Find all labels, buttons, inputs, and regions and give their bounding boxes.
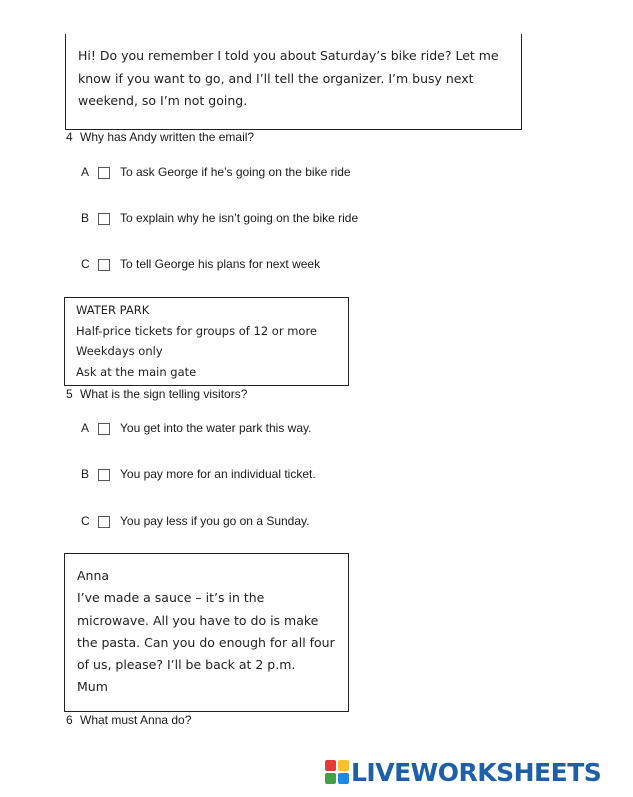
- q4-option-b-checkbox[interactable]: [98, 213, 110, 225]
- question-text: What must Anna do?: [80, 713, 192, 727]
- question-number: 6: [66, 713, 73, 727]
- q4-option-c-checkbox[interactable]: [98, 259, 110, 271]
- option-letter: B: [81, 211, 90, 225]
- q4-option-a-checkbox[interactable]: [98, 167, 110, 179]
- option-text: You pay more for an individual ticket.: [120, 467, 316, 481]
- question-4: [66, 130, 254, 144]
- email-text-box: [65, 34, 522, 130]
- sign-line: Ask at the main gate: [76, 364, 197, 379]
- option-letter: B: [81, 467, 90, 481]
- note-text-box: [64, 553, 349, 712]
- question-number: 5: [66, 387, 73, 401]
- liveworksheets-logo[interactable]: [325, 757, 601, 787]
- option-text: To tell George his plans for next week: [120, 257, 321, 271]
- note-line: Anna: [77, 568, 110, 583]
- liveworksheets-logo-text: LIVEWORKSHEETS: [351, 757, 602, 787]
- q5-option-b-checkbox[interactable]: [98, 469, 110, 481]
- question-5: [66, 387, 247, 401]
- option-text: To ask George if he’s going on the bike ride: [120, 165, 351, 179]
- option-letter: C: [81, 257, 90, 271]
- question-text: Why has Andy written the email?: [80, 130, 255, 144]
- note-line: I’ve made a sauce – it’s in the: [77, 590, 265, 606]
- note-line: microwave. All you have to do is make: [77, 612, 319, 628]
- option-text: You get into the water park this way.: [120, 421, 312, 435]
- question-text: What is the sign telling visitors?: [80, 387, 248, 401]
- sign-line: Half-price tickets for groups of 12 or more: [76, 323, 317, 338]
- sign-text-box: [64, 297, 349, 386]
- sign-line: Weekdays only: [76, 344, 163, 358]
- email-line: know if you want to go, and I’ll tell the organizer. I’m busy next: [78, 70, 474, 86]
- sign-line: WATER PARK: [76, 303, 150, 317]
- question-6: [66, 713, 191, 727]
- option-letter: C: [81, 514, 90, 528]
- question-number: 4: [66, 130, 73, 144]
- option-letter: A: [81, 165, 90, 179]
- note-line: of us, please? I’ll be back at 2 p.m.: [77, 657, 296, 673]
- note-line: Mum: [77, 679, 108, 695]
- note-line: the pasta. Can you do enough for all four: [77, 634, 335, 650]
- q5-option-a-checkbox[interactable]: [98, 423, 110, 435]
- email-line: Hi! Do you remember I told you about Saturday’s bike ride? Let me: [78, 48, 499, 63]
- option-text: To explain why he isn’t going on the bike ride: [120, 211, 359, 225]
- email-line: weekend, so I’m not going.: [78, 93, 248, 108]
- option-letter: A: [81, 421, 90, 435]
- option-text: You pay less if you go on a Sunday.: [120, 514, 310, 528]
- liveworksheets-logo-icon: [325, 760, 349, 784]
- q5-option-c-checkbox[interactable]: [98, 516, 110, 528]
